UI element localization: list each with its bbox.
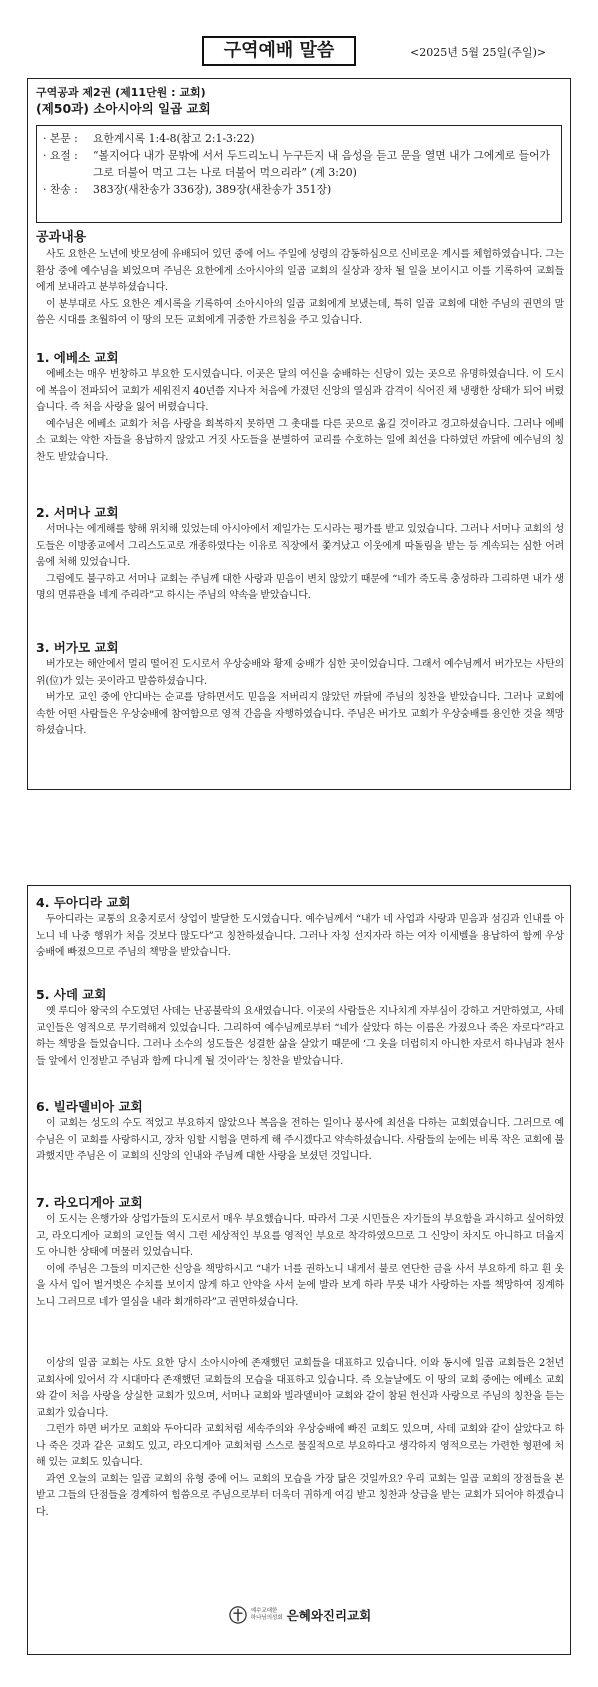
key-verse-value: “볼지어다 내가 문밖에 서서 두드리노니 누구든지 내 음성을 듣고 문을 열면 내가 그에게로 들어가 그로 더불어 먹고 그는 나로 더불어 먹으리라” (계 3:20) [93, 149, 550, 179]
section-title: 3. 버가모 교회 [36, 640, 119, 655]
church-name: 은혜와진리교회 [286, 1608, 372, 1623]
intro-paragraph: 이 분부대로 사도 요한은 계시록을 기록하여 소아시아의 일곱 교회에게 보냈는데, 특히 일곱 교회에 대한 주님의 권면의 말씀은 시대를 초월하여 이 땅의 모든 교회에게 귀중한 가르침을 주고 있습니다. [36, 298, 564, 326]
section-paragraph: 에베소는 매우 번창하고 부요한 도시였습니다. 이곳은 달의 여신을 숭배하는 신당이 있는 곳으로 유명하였습니다. 이 도시에 복음이 전파되어 교회가 세워진지 40년쯤 지나자 처음에 가졌던 신앙의 열심과 감격이 식어진 채 냉랭한 상태가 되어 버렸습니다. 즉 처음 사랑을 잃어 버렸습니다. [36, 369, 564, 413]
conclusion-paragraph: 과연 오늘의 교회는 일곱 교회의 유형 중에 어느 교회의 모습을 가장 닮은 것일까요? 우리 교회는 일곱 교회의 장점들을 본받고 그들의 단점들을 경계하여 힘씀으로 주님으로부터 더욱더 귀하게 여김 받고 칭찬과 상급을 받는 교회가 되어야 하겠습니다. [36, 1473, 564, 1518]
lesson-meta [36, 85, 211, 118]
lesson-box-2 [27, 885, 571, 1655]
section-title: 5. 사데 교회 [36, 987, 107, 1002]
section-paragraph: 서머나는 에게해를 향해 위치해 있었는데 아시아에서 제일가는 도시라는 평가를 받고 있었습니다. 그러나 서머나 교회의 성도들은 이방종교에서 그리스도교로 개종하였다는 이유로 직장에서 쫓겨났고 이웃에게 따돌림을 받는 등 계속되는 심한 어려움에 처해 있었습니다. [36, 524, 564, 568]
lesson-title: (제50과) 소아시아의 일곱 교회 [36, 101, 211, 116]
page-header [0, 36, 598, 70]
scripture-text-value: 요한계시록 1:4-8(참고 2:1-3:22) [93, 132, 255, 145]
page-title: 구역예배 말씀 [202, 36, 356, 66]
section-title: 4. 두아디라 교회 [36, 895, 131, 910]
section-sardis [36, 986, 564, 1070]
hymn-value: 383장(새찬송가 336장), 389장(새찬송가 351장) [93, 183, 332, 196]
lesson-series: 구역공과 제2권 (제11단원 : 교회) [36, 86, 206, 99]
section-paragraph: 옛 루디아 왕국의 수도였던 사데는 난공불락의 요새였습니다. 이곳의 사람들은 지나치게 자부심이 강하고 거만하였고, 사데 교인들은 영적으로 무기력해져 있었습니다. 그리하여 예수님께로부터 “네가 살았다 하는 이름은 가졌으나 죽은 자로다”라고 하는 책망을 들었습니다. 그러나 소수의 성도들은 성결한 삶을 살았기 때문에 ‘그 옷을 더럽히지 아니한 자로서 하나님과 천사들 앞에서 인정받고 주님과 함께 다니게 될 것이라’는 칭찬을 받았습니다. [36, 1006, 564, 1067]
scripture-text-label: · 본문 : [43, 132, 78, 145]
hymn-label: · 찬송 : [43, 183, 78, 196]
date-label: <2025년 5월 25일(주일)> [410, 46, 547, 59]
conclusion-section [36, 1356, 564, 1521]
section-philadelphia [36, 1098, 564, 1166]
section-laodicea [36, 1194, 564, 1311]
scripture-text-row [43, 130, 555, 147]
section-ephesus [36, 349, 564, 466]
denomination-label [251, 1608, 283, 1622]
denomination-line-1: 예수교대한 [250, 1608, 278, 1614]
section-smyrna [36, 504, 564, 605]
lesson-box-1 [27, 78, 571, 790]
section-pergamum [36, 639, 564, 740]
section-paragraph: 이 도시는 은행가와 상업가들의 도시로서 매우 부요했습니다. 따라서 그곳 시민들은 자기들의 부요함을 과시하고 싶어하였고, 라오디게아 교회의 교인들 역시 그런 세상적인 부요를 영적인 부요로 착각하였으므로 그 신앙이 차지도 아니하고 더웁지도 아니한 상태에 머물러 있었습니다. [36, 1214, 564, 1258]
key-verse-row [43, 147, 555, 181]
conclusion-paragraph: 이상의 일곱 교회는 사도 요한 당시 소아시아에 존재했던 교회들을 대표하고 있습니다. 이와 동시에 일곱 교회들은 2천년 교회사에 있어서 각 시대마다 존재했던 교회들의 모습을 대표하고 있습니다. 즉 오늘날에도 이 땅의 교회 중에는 에베소 교회와 같이 처음 사랑을 상실한 교회가 있으며, 서머나 교회와 빌라델비아 교회와 같이 참된 헌신과 사랑으로 주님의 칭찬을 듣는 교회가 있습니다. [36, 1358, 564, 1419]
denomination-line-2: 하나님의성회 [250, 1615, 283, 1621]
section-thyatira [36, 894, 564, 962]
intro-heading: 공과내용 [36, 230, 87, 245]
key-verse-label: · 요절 : [43, 149, 78, 162]
hymn-row [43, 181, 555, 198]
section-paragraph: 이에 주님은 그들의 미지근한 신앙을 책망하시고 “내가 너를 권하노니 내게서 불로 연단한 금을 사서 부요하게 하고 흰 옷을 사서 입어 벌거벗은 수치를 보이지 않게 하고 안약을 사서 눈에 발라 보게 하라 무릇 내가 사랑하는 자를 책망하여 징계하노니 그러므로 네가 열심을 내라 회개하라”고 권면하셨습니다. [36, 1263, 564, 1308]
section-title: 2. 서머나 교회 [36, 505, 119, 520]
church-emblem-icon [229, 1606, 247, 1624]
conclusion-paragraph: 그런가 하면 버가모 교회와 두아디라 교회처럼 세속주의와 우상숭배에 빠진 교회도 있으며, 사데 교회와 같이 살았다고 하나 죽은 것과 같은 교회도 있고, 라오디게아 교회처럼 스스로 물질적으로 부요하다고 생각하지 영적으로는 가련한 형편에 처해 있는 교회도 있습니다. [36, 1424, 564, 1468]
scripture-reference-box [36, 125, 562, 223]
section-paragraph: 예수님은 에베소 교회가 처음 사랑을 회복하지 못하면 그 촛대를 다른 곳으로 옮길 것이라고 경고하셨습니다. 그러나 에베소 교회는 악한 자들을 용납하지 않았고 거짓 사도들을 분별하여 교리를 수호하는 일에 최선을 다하였던 까닭에 예수님의 칭찬도 받았습니다. [36, 418, 564, 463]
section-paragraph: 그럼에도 불구하고 서머나 교회는 주님께 대한 사랑과 믿음이 변치 않았기 때문에 “네가 죽도록 충성하라 그리하면 내가 생명의 면류관을 네게 주리라”고 하시는 주님의 약속을 받았습니다. [36, 573, 564, 601]
section-title: 7. 라오디게아 교회 [36, 1195, 143, 1210]
intro-paragraph: 사도 요한은 노년에 밧모섬에 유배되어 있던 중에 어느 주일에 성령의 감동하심으로 신비로운 계시를 체험하였습니다. 그는 환상 중에 예수님을 뵈었으며 주님은 요한에게 소아시아의 일곱 교회의 실상과 장차 될 일을 보이시고 이를 기록하여 교회들에게 보내라고 분부하셨습니다. [36, 249, 564, 293]
section-title: 1. 에베소 교회 [36, 350, 119, 365]
church-logo [229, 1606, 371, 1624]
church-footer [28, 1606, 572, 1628]
section-paragraph: 버가모 교인 중에 안디바는 순교를 당하면서도 믿음을 저버리지 않았던 까닭에 주님의 칭찬을 받았습니다. 그러나 교회에 속한 어떤 사람들은 우상숭배에 참여함으로 영적 간음을 자행하였습니다. 주님은 버가모 교회가 우상숭배를 용인한 것을 책망하셨습니다. [36, 692, 564, 736]
section-paragraph: 이 교회는 성도의 수도 적었고 부요하지 않았으나 복음을 전하는 일이나 봉사에 최선을 다하는 교회였습니다. 그러므로 예수님은 이 교회를 사랑하시고, 장차 임할 시험을 면하게 해 주시겠다고 약속하셨습니다. 사람들의 눈에는 비록 작은 교회에 불과했지만 주님은 이 교회의 신앙의 인내와 주님께 대한 사랑을 보셨던 것입니다. [36, 1118, 564, 1162]
section-title: 6. 빌라델비아 교회 [36, 1099, 143, 1114]
section-paragraph: 버가모는 해안에서 멀리 떨어진 도시로서 우상숭배와 황제 숭배가 심한 곳이었습니다. 그래서 예수님께서 버가모는 사탄의 위(位)가 있는 곳이라고 말씀하셨습니다. [36, 659, 564, 687]
intro-section [36, 229, 564, 330]
section-paragraph: 두아디라는 교통의 요충지로서 상업이 발달한 도시였습니다. 예수님께서 “내가 네 사업과 사랑과 믿음과 섬김과 인내를 아노니 네 나중 행위가 처음 것보다 많도다”고 칭찬하셨습니다. 그러나 자칭 선지자라 하는 여자 이세벨을 용납하여 함께 우상숭배에 빠졌으므로 주님의 책망을 받았습니다. [36, 914, 564, 958]
